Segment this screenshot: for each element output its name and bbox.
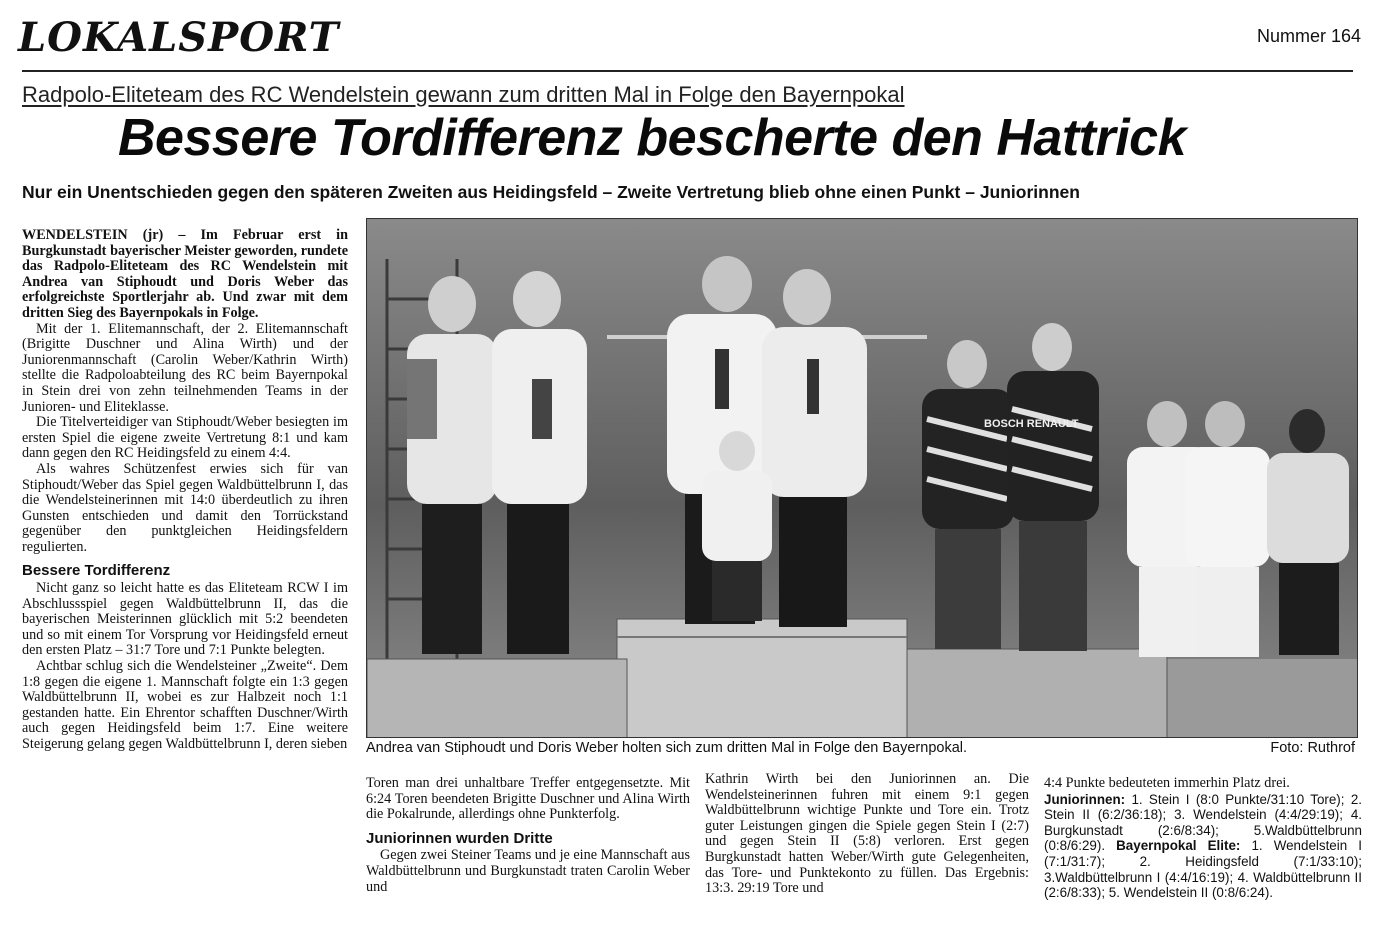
results-juniorinnen [1044,792,1362,901]
text-column-4 [1044,776,1362,901]
body-paragraph: Gegen zwei Steiner Teams und je eine Mannschaft aus Waldbüttelbrunn und Burgkunstadt traten Carolin Weber und [366,847,690,895]
results-label: Bayernpokal Elite: [1116,838,1241,854]
body-paragraph: 4:4 Punkte bedeuteten immerhin Platz drei. [1044,775,1290,791]
lead-paragraph: WENDELSTEIN (jr) – Im Februar erst in Burgkunstadt bayerischer Meister geworden, rundete das Radpolo-Eliteteam des RC Wendelstein mit Andrea van Stiphoudt und Doris Weber das erfolgreichste Sportlerjahr ab. Und zwar mit dem dritten Sieg des Bayernpokals in Folge. [22,227,348,321]
subheading: Bessere Tordifferenz [22,562,171,580]
section-title: LOKALSPORT [18,14,340,61]
text-column-3 [705,772,1029,897]
subheading: Juniorinnen wurden Dritte [366,829,553,847]
article-kicker: Radpolo-Eliteteam des RC Wendelstein gewann zum dritten Mal in Folge den Bayernpokal [22,82,905,107]
body-paragraph: Achtbar schlug sich die Wendelsteiner „Zweite“. Dem 1:8 gegen die eigene 1. Mannschaft folgte ein 1:3 gegen Waldbüttelbrunn II, wobei es zur Halbzeit noch 1:1 gestanden hatte. Ein Ehrentor schafften Duschner/Wirth auch gegen Heidingsfeld beim 1:7. Eine weitere Steigerung gelang gegen Waldbüttelbrunn I, deren sieben [22,658,348,752]
body-paragraph: Als wahres Schützenfest erwies sich für van Stiphoudt/Weber das Spiel gegen Waldbüttelbrunn I, das die Wendelsteinerinnen mit 14:0 überdeutlich zu ihren Gunsten entschieden und damit den Torrückstand gegenüber den punktgleichen Heidingsfeldern regulierten. [22,460,348,555]
photo-caption: Andrea van Stiphoudt und Doris Weber holten sich zum dritten Mal in Folge den Bayernpokal. [366,740,968,756]
body-paragraph: Kathrin Wirth bei den Juniorinnen an. Die Wendelsteinerinnen fuhren mit einem 9:1 gegen Waldbüttelbrunn wichtige Punkte und Tore ein. Trotz guter Leistungen gingen die Spiele gegen Stein I (2:7) und gegen Stein II (5:8) verloren. Erst gegen Burgkunstadt hatten Weber/Wirth gute Gelegenheiten, das Tore- und Punktekonto zu füllen. Das Ergebnis: 13:3. 29:19 Tore und [705,771,1029,897]
results-label: Juniorinnen: [1044,791,1126,807]
team-photo [366,218,1358,738]
photo-credit: Foto: Ruthrof [1270,740,1355,756]
text-column-2 [366,776,690,895]
body-paragraph: Die Titelverteidiger van Stiphoudt/Weber besiegten im ersten Spiel die eigene zweite Vertretung 8:1 und kam dann gegen den RC Heidingsfeld zu einem 4:4. [22,414,348,462]
body-paragraph: Nicht ganz so leicht hatte es das Eliteteam RCW I im Abschlussspiel gegen Waldbüttelbrunn II, das die bayerischen Meisterinnen glücklich mit 5:2 beendeten und so mit einem Tor Vorsprung vor Heidingsfeld erneut den ersten Platz – 31:7 Tore und 7:1 Punkte belegten. [22,580,348,659]
jersey-sponsor-text: BOSCH RENAULT [984,418,1079,430]
results-text: 1. Stein I (8:0 Punkte/31:10 Tore); 2. Stein II (6:2/36:18); 3. Wendelstein (4:4/29:19); 4. Burgkunstadt (2:6/8:34); 5.Waldbüttelbrunn (0:8/6:29). [1044,791,1362,854]
body-paragraph: Mit der 1. Elitemannschaft, der 2. Elitemannschaft (Brigitte Duschner und Alina Wirth) und der Juniorenmannschaft (Carolin Weber/Kathrin Wirth) stellte die Radpoloabteilung des RC beim Bayernpokal in Stein drei von zehn teilnehmenden Teams in der Junioren- und Eliteklasse. [22,320,348,415]
photo-illustration [367,219,1358,738]
header-rule [22,70,1353,72]
article-headline: Bessere Tordifferenz bescherte den Hattrick [118,109,1187,167]
text-column-1 [22,228,348,753]
results-text: 1. Wendelstein I (7:1/31:7); 2. Heidingsfeld (7:1/33:10); 3.Waldbüttelbrunn I (4:4/16:19); 4. Waldbüttelbrunn II (2:6/8:33); 5. Wendelstein II (0:8/6:24). [1044,838,1362,901]
body-paragraph: Toren man drei unhaltbare Treffer entgegensetzte. Mit 6:24 Toren beendeten Brigitte Duschner und Alina Wirth die Pokalrunde, allerdings ohne Punkterfolg. [366,775,690,823]
issue-number: Nummer 164 [1256,26,1361,46]
article-subhead: Nur ein Unentschieden gegen den späteren Zweiten aus Heidingsfeld – Zweite Vertretung blieb ohne einen Punkt – Juniorinnen [22,182,1080,202]
